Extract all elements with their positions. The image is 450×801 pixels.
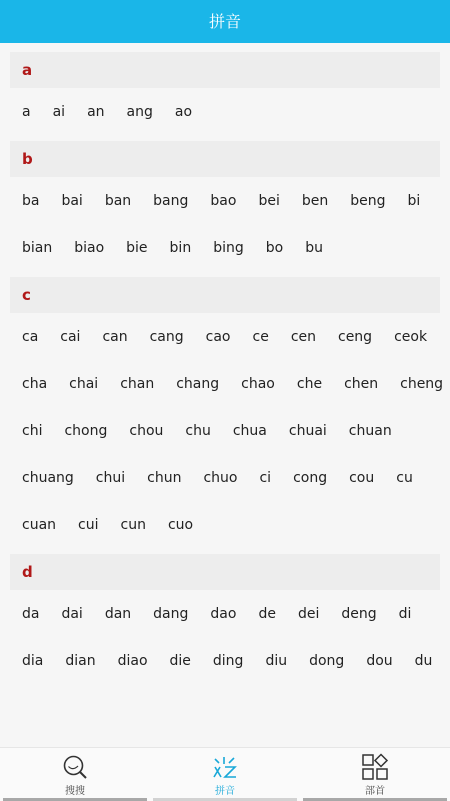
tab-radical[interactable] [300,748,450,801]
tab-pinyin[interactable] [150,748,300,801]
syllable-item[interactable]: cong [293,469,328,486]
syllable-item[interactable]: ao [174,103,193,120]
syllable-item[interactable]: dang [153,605,189,622]
search-icon [61,753,89,781]
syllable-item[interactable]: ca [22,328,39,345]
syllable-rows [0,88,450,141]
syllable-item[interactable]: bie [126,239,148,256]
syllable-item[interactable]: cao [205,328,231,345]
syllable-item[interactable]: bao [210,192,237,209]
syllable-item[interactable]: chun [147,469,182,486]
syllable-item[interactable]: bang [153,192,189,209]
syllable-item[interactable]: biao [74,239,105,256]
syllable-item[interactable]: ben [301,192,329,209]
page-title: 拼音 [208,12,241,31]
section-header-b: b [10,141,440,177]
syllable-item[interactable]: de [258,605,276,622]
syllable-item[interactable]: ceng [338,328,373,345]
syllable-item[interactable]: cuan [22,516,57,533]
syllable-item[interactable]: cun [120,516,146,533]
syllable-item[interactable]: cu [396,469,413,486]
syllable-item[interactable]: chou [129,422,164,439]
pinyin-list[interactable] [0,43,450,747]
syllable-item[interactable]: a [22,103,31,120]
syllable-row [0,637,450,684]
syllable-item[interactable]: chuo [203,469,238,486]
syllable-item[interactable]: chui [95,469,126,486]
syllable-item[interactable]: ai [52,103,66,120]
syllable-item[interactable]: beng [350,192,386,209]
syllable-item[interactable]: dian [65,652,96,669]
syllable-rows [0,177,450,277]
syllable-item[interactable]: bu [305,239,323,256]
syllable-item[interactable]: cui [78,516,99,533]
syllable-item[interactable]: dan [104,605,132,622]
section-header-d: d [10,554,440,590]
syllable-item[interactable]: chuan [348,422,392,439]
syllable-item[interactable]: bai [61,192,83,209]
syllable-item[interactable]: dao [210,605,237,622]
grid-icon [361,753,389,781]
syllable-item[interactable]: chang [176,375,220,392]
syllable-item[interactable]: chan [120,375,155,392]
syllable-item[interactable]: bian [22,239,53,256]
syllable-item[interactable]: diu [265,652,288,669]
syllable-item[interactable]: chen [344,375,379,392]
tab-label: 拼音 [215,785,235,797]
tab-search[interactable] [0,748,150,801]
syllable-item[interactable]: dei [297,605,320,622]
letter-section-a [0,52,450,141]
letter-section-d [0,554,450,690]
syllable-row [0,224,450,271]
syllable-row [0,313,450,360]
syllable-item[interactable]: ban [104,192,132,209]
syllable-row [0,407,450,454]
syllable-item[interactable]: an [87,103,105,120]
syllable-item[interactable]: dou [366,652,393,669]
tab-label: 搜搜 [65,785,85,797]
syllable-item[interactable]: cen [290,328,316,345]
syllable-item[interactable]: cuo [167,516,194,533]
syllable-row [0,590,450,637]
app-header [0,0,450,43]
syllable-item[interactable]: chao [241,375,275,392]
syllable-item[interactable]: du [414,652,433,669]
section-header-a: a [10,52,440,88]
bottom-tab-bar [0,747,450,801]
syllable-item[interactable]: dia [22,652,44,669]
syllable-item[interactable]: bei [258,192,280,209]
syllable-item[interactable]: ce [252,328,269,345]
syllable-item[interactable]: da [22,605,40,622]
pinyin-icon [211,753,239,781]
syllable-item[interactable]: die [169,652,191,669]
syllable-item[interactable]: bi [407,192,421,209]
letter-section-b [0,141,450,277]
syllable-item[interactable]: cou [349,469,375,486]
syllable-item[interactable]: ding [212,652,244,669]
syllable-item[interactable]: di [398,605,412,622]
syllable-item[interactable]: chong [64,422,108,439]
syllable-row [0,501,450,548]
syllable-item[interactable]: chi [22,422,43,439]
syllable-item[interactable]: chu [185,422,211,439]
syllable-item[interactable]: chuai [288,422,327,439]
syllable-item[interactable]: cha [22,375,48,392]
syllable-item[interactable]: cai [60,328,81,345]
syllable-item[interactable]: chai [69,375,99,392]
syllable-item[interactable]: bing [213,239,244,256]
syllable-item[interactable]: cheng [400,375,444,392]
syllable-item[interactable]: can [102,328,128,345]
syllable-item[interactable]: ceok [394,328,428,345]
syllable-item[interactable]: diao [117,652,148,669]
letter-section-c [0,277,450,554]
syllable-item[interactable]: chua [232,422,267,439]
syllable-item[interactable]: chuang [22,469,74,486]
syllable-item[interactable]: bo [265,239,284,256]
syllable-item[interactable]: deng [341,605,377,622]
syllable-item[interactable]: ang [126,103,153,120]
syllable-item[interactable]: ci [259,469,272,486]
syllable-item[interactable]: dai [61,605,83,622]
syllable-item[interactable]: bin [169,239,192,256]
syllable-item[interactable]: ba [22,192,40,209]
tab-label: 部首 [365,785,385,797]
syllable-row [0,454,450,501]
syllable-rows [0,590,450,690]
syllable-row [0,177,450,224]
syllable-row [0,88,450,135]
syllable-row [0,360,450,407]
syllable-item[interactable]: che [296,375,323,392]
syllable-item[interactable]: dong [309,652,345,669]
syllable-item[interactable]: cang [149,328,184,345]
syllable-rows [0,313,450,554]
section-header-c: c [10,277,440,313]
